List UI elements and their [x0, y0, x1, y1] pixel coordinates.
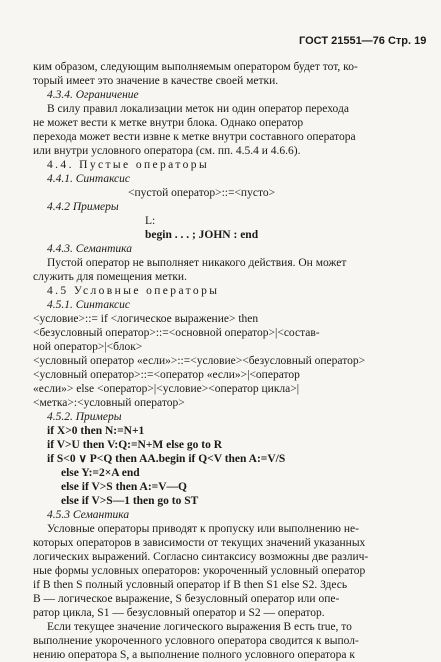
syntax-line: ной оператор>|<блок>: [33, 341, 143, 353]
text-line: Если текущее значение логического выражения B есть true, то: [47, 621, 352, 633]
syntax-line: <условный оператор «если»>::=<условие><безусловный оператор>: [33, 355, 366, 367]
syntax-line: <безусловный оператор>::=<основной оператор>|<состав-: [33, 327, 320, 339]
section-heading: 4.3.4. Ограничение: [47, 89, 139, 101]
section-heading: 4.4.2 Примеры: [47, 201, 119, 213]
syntax-line: <условие>::= if <логическое выражение> then: [33, 313, 259, 325]
section-heading: 4.4.3. Семантика: [47, 243, 133, 255]
page-header: ГОСТ 21551—76 Стр. 19: [299, 35, 427, 47]
text-line: или внутри условного оператора (см. пп. 4.5.4 и 4.6.6).: [33, 145, 301, 157]
section-heading: 4.5 Условные операторы: [47, 285, 220, 297]
text-line: не может вести к метке внутри блока. Однако оператор: [33, 117, 304, 129]
syntax-line: <пустой оператор>::=<пусто>: [128, 187, 276, 199]
section-heading: 4.4. Пустые операторы: [47, 159, 210, 171]
example-line: else if V>S—1 then go to ST: [61, 495, 199, 507]
section-heading: 4.5.1. Синтаксис: [47, 299, 130, 311]
syntax-line: <метка>:<условный оператор>: [33, 397, 185, 409]
text-line: торый имеет это значение в качестве своей метки.: [33, 75, 279, 87]
example-line: L:: [145, 215, 156, 227]
example-line: if S<0 ∨ P<Q then AA.begin if Q<V then A:=V/S: [47, 453, 286, 465]
syntax-line: «если»> else <оператор>|<условие><оператор цикла>|: [33, 383, 300, 395]
example-line: else if V>S then A:=V—Q: [61, 481, 187, 493]
text-line: Условные операторы приводят к пропуску или выполнению не-: [47, 523, 359, 535]
text-line: Пустой оператор не выполняет никакого действия. Он может: [47, 257, 347, 269]
example-line: if V>U then V:Q:=N+M else go to R: [47, 439, 223, 451]
text-line: ким образом, следующим выполняемым оператором будет тот, ко-: [33, 61, 358, 73]
section-heading: 4.4.1. Синтаксис: [47, 173, 130, 185]
text-line: перехода может вести извне к метке внутри составного оператора: [33, 131, 356, 143]
text-line: ные формы условных операторов: укороченный условный оператор: [33, 565, 366, 577]
text-line: B — логическое выражение, S безусловный оператор или опе-: [33, 593, 340, 605]
example-line: else Y:=2×A end: [61, 467, 140, 479]
section-heading: 4.5.3 Семантика: [47, 509, 130, 521]
text-line: ратор цикла, S1 — безусловный оператор и S2 — оператор.: [33, 607, 325, 619]
text-line: нению оператора S, а выполнение полного условного оператора к: [33, 649, 355, 661]
example-line: begin . . . ; JOHN : end: [145, 229, 259, 241]
text-line: выполнение укороченного условного оператора сводится к выпол-: [33, 635, 359, 647]
section-heading: 4.5.2. Примеры: [47, 411, 122, 423]
text-line: В силу правил локализации меток ни один оператор перехода: [47, 103, 349, 115]
example-line: if X>0 then N:=N+1: [47, 425, 145, 437]
syntax-line: <условный оператор>::=<оператор «если»>|<оператор: [33, 369, 300, 381]
text-line: служить для помещения метки.: [33, 271, 187, 283]
text-line: логических выражений. Согласно синтаксису возможны две различ-: [33, 551, 369, 563]
text-line: которых операторов в зависимости от текущих значений указанных: [33, 537, 366, 549]
text-line: if B then S полный условный оператор if B then S1 else S2. Здесь: [33, 579, 348, 591]
